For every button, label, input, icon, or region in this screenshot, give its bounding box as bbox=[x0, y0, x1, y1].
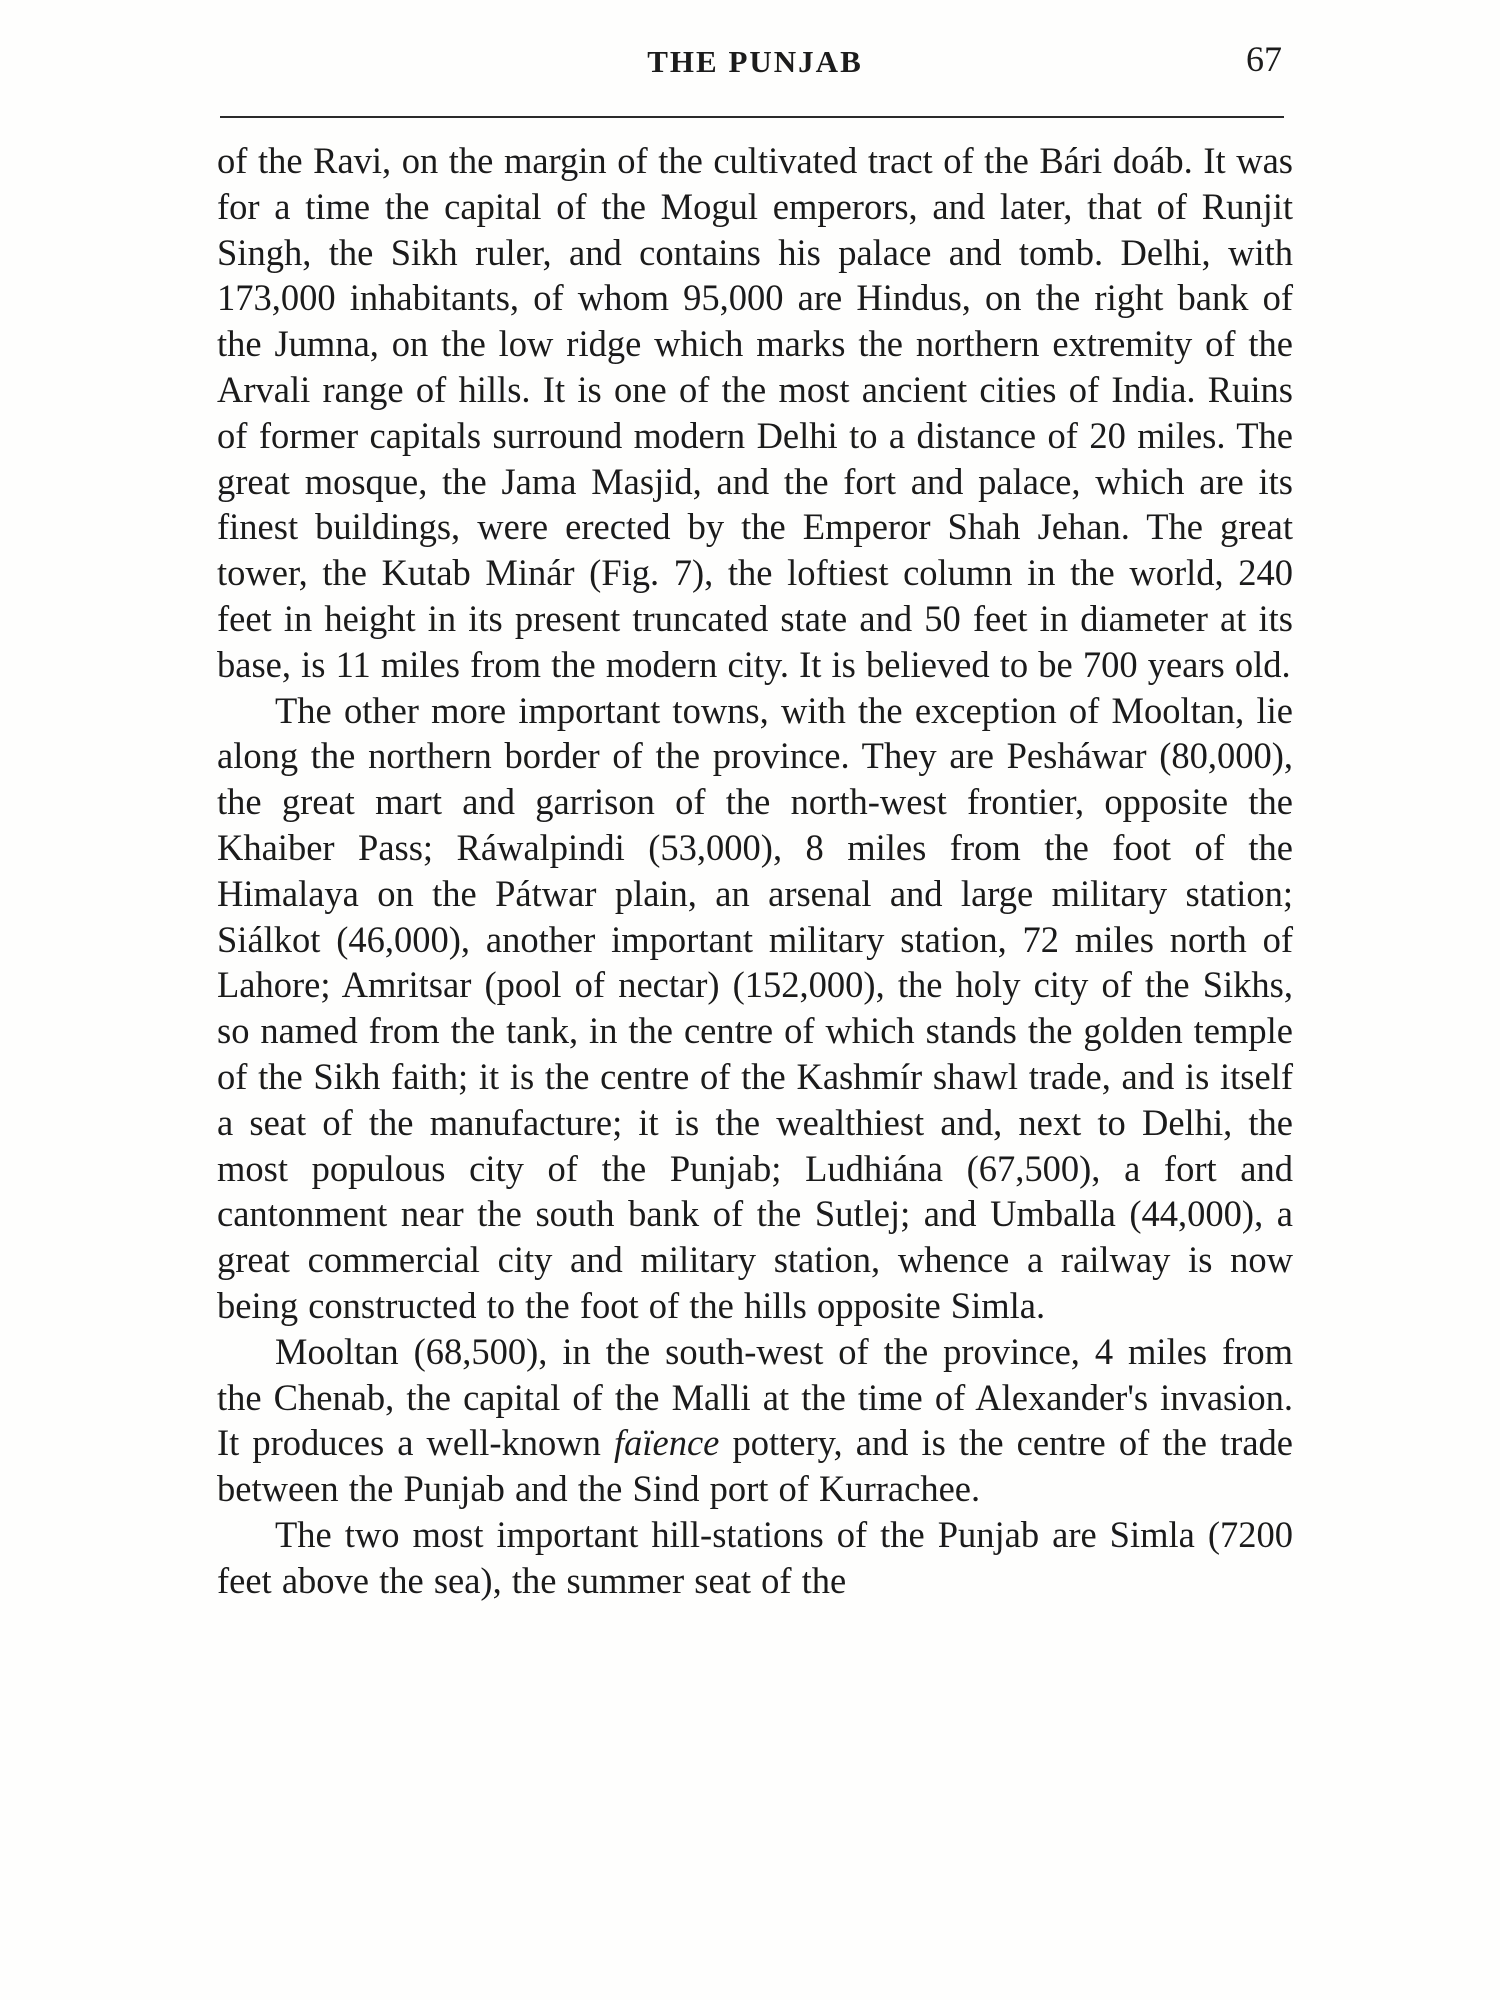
page-number: 67 bbox=[1246, 39, 1282, 79]
body-text bbox=[217, 138, 1293, 1604]
paragraph-3-emphasis: faïence bbox=[613, 1422, 720, 1464]
paragraph-3 bbox=[217, 1329, 1293, 1512]
paragraph-2: The other more important towns, with the exception of Mooltan, lie along the northern border of the province. They are Pesháwar (80,000), the great mart and garrison of the north-west frontier, opposite the Khaiber Pass; Ráwalpindi (53,000), 8 miles from the foot of the Himalaya on the Pátwar plain, an arsenal and large military station; Siálkot (46,000), another important military station, 72 miles north of Lahore; Amritsar (pool of nectar) (152,000), the holy city of the Sikhs, so named from the tank, in the centre of which stands the golden temple of the Sikh faith; it is the centre of the Kashmír shawl trade, and is itself a seat of the manufacture; it is the wealthiest and, next to Delhi, the most populous city of the Punjab; Ludhiána (67,500), a fort and cantonment near the south bank of the Sutlej; and Umballa (44,000), a great commercial city and military station, whence a railway is now being constructed to the foot of the hills opposite Simla. bbox=[217, 689, 1293, 1326]
running-title: THE PUNJAB bbox=[647, 44, 863, 79]
paragraph-1: of the Ravi, on the margin of the cultivated tract of the Bári doáb. It was for a time the capital of the Mogul emperors, and later, that of Runjit Singh, the Sikh ruler, and contains his palace and tomb. Delhi, with 173,000 inhabitants, of whom 95,000 are Hindus, on the right bank of the Jumna, on the low ridge which marks the northern extremity of the Arvali range of hills. It is one of the most ancient cities of India. Ruins of former capitals surround modern Delhi to a distance of 20 miles. The great mosque, the Jama Masjid, and the fort and palace, which are its finest buildings, were erected by the Emperor Shah Jehan. The great tower, the Kutab Minár (Fig. 7), the loftiest column in the world, 240 feet in height in its present truncated state and 50 feet in diameter at its base, is 11 miles from the modern city. It is believed to be 700 years old. bbox=[217, 140, 1293, 685]
paragraph-3-text-before: Mooltan (68,500), in the south-west of the province, 4 miles from the Chenab, the capital of the Malli at the time of Alexander's invasion. It produces a well-known bbox=[217, 1330, 1293, 1464]
paragraph-4: The two most important hill-stations of the Punjab are Simla (7200 feet above the sea), the summer seat of the bbox=[217, 1513, 1293, 1601]
running-header bbox=[220, 38, 1290, 88]
header-rule bbox=[220, 116, 1284, 118]
paragraph-3-text-after: pottery, and is the centre of the trade between the Punjab and the Sind port of Kurrachee. bbox=[217, 1422, 1293, 1510]
